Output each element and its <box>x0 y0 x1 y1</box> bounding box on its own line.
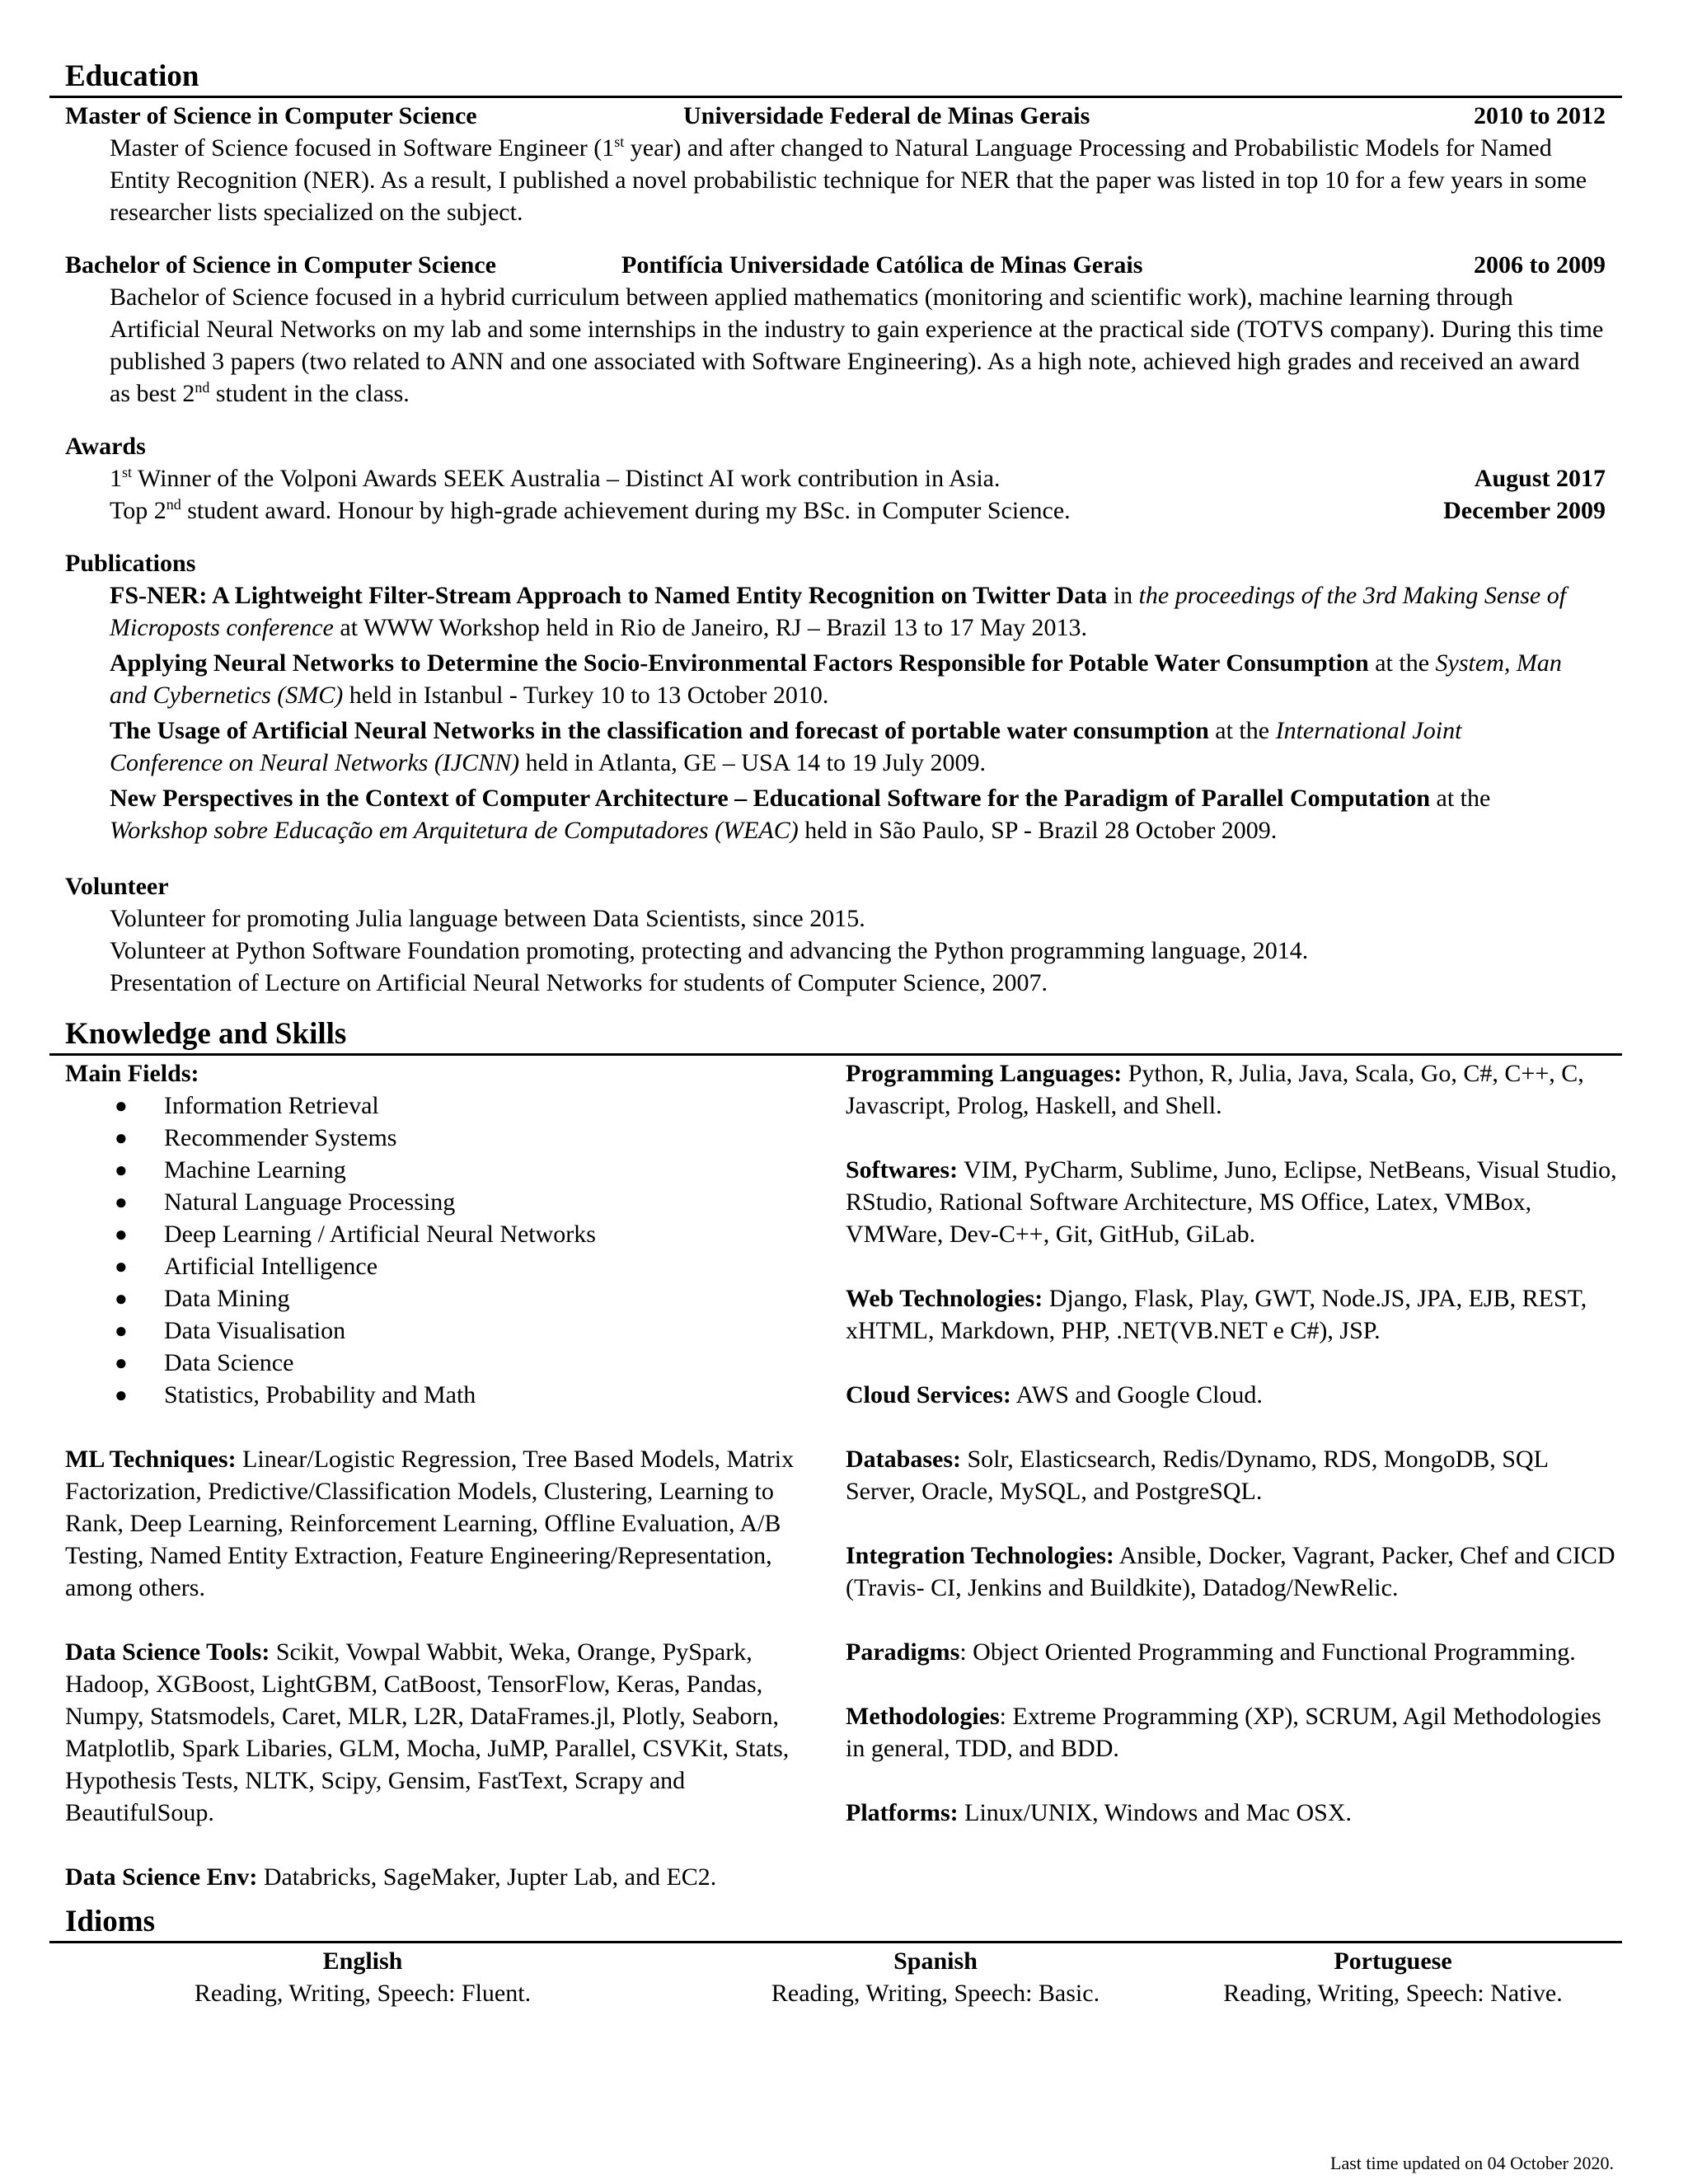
bullet-icon: ● <box>115 1351 128 1375</box>
bullet-icon: ● <box>115 1190 128 1214</box>
volunteer-heading: Volunteer <box>65 873 169 900</box>
skills-columns <box>49 1057 1622 1893</box>
award-date: August 2017 <box>1474 465 1606 492</box>
list-item: ● Information Retrieval <box>65 1090 836 1122</box>
list-item: ● Deep Learning / Artificial Neural Networks <box>65 1218 836 1250</box>
volunteer-item: Volunteer for promoting Julia language between Data Scientists, since 2015. <box>110 905 865 932</box>
bullet-icon: ● <box>115 1254 128 1278</box>
education-description: Bachelor of Science focused in a hybrid curriculum between applied mathematics (monitoring and scientific work), machine learning through Artificial Neural Networks on my lab and some internships in the industry to gain experience at the practical side (TOTVS company). During this time published 3 papers (two related to ANN and one associated with Software Engineering). As a high note, achieved high grades and received an award as best 2nd student in the class. <box>110 284 1604 407</box>
volunteer-list <box>49 902 1622 999</box>
idiom-language: Portuguese <box>1334 1947 1452 1975</box>
idioms-heading: Idioms <box>65 1905 155 1938</box>
resume-page <box>49 58 1622 2009</box>
awards-heading: Awards <box>65 433 146 460</box>
awards-list <box>49 462 1622 527</box>
idioms-row <box>49 1945 1622 2009</box>
award-item: Top 2nd student award. Honour by high-grade achievement during my BSc. in Computer Science. December 2009 <box>110 494 1606 527</box>
skill-paragraph: Web Technologies: Django, Flask, Play, GWT, Node.JS, JPA, EJB, REST, xHTML, Markdown, PHP, .NET(VB.NET e C#), JSP. <box>846 1285 1587 1344</box>
bullet-icon: ● <box>115 1222 128 1246</box>
idiom-level: Reading, Writing, Speech: Basic. <box>771 1980 1100 2007</box>
skill-paragraph: Platforms: Linux/UNIX, Windows and Mac OSX. <box>846 1799 1352 1826</box>
main-fields-label: Main Fields: <box>65 1060 199 1087</box>
skill-paragraph: Integration Technologies: Ansible, Docker, Vagrant, Packer, Chef and CICD (Travis- CI, Jenkins and Buildkite), Datadog/NewRelic. <box>846 1542 1615 1601</box>
education-entry-header <box>49 249 1622 281</box>
education-description: Master of Science focused in Software Engineer (1st year) and after changed to Natural Language Processing and Probabilistic Models for Named Entity Recognition (NER). As a result, I published a novel probabilistic technique for NER that the paper was listed in top 10 for a few years in some researcher lists specialized on the subject. <box>110 134 1587 226</box>
idiom-item <box>676 1945 1195 2009</box>
list-item: ● Machine Learning <box>65 1154 836 1186</box>
school-name: Pontifícia Universidade Católica de Minas Gerais <box>621 251 1143 279</box>
idiom-level: Reading, Writing, Speech: Fluent. <box>194 1980 532 2007</box>
list-item: ● Statistics, Probability and Math <box>65 1379 836 1411</box>
skill-paragraph: Databases: Solr, Elasticsearch, Redis/Dynamo, RDS, MongoDB, SQL Server, Oracle, MySQL, and PostgreSQL. <box>846 1446 1548 1505</box>
list-item: ● Recommender Systems <box>65 1122 836 1154</box>
skill-paragraph: Methodologies: Extreme Programming (XP), SCRUM, Agil Methodologies in general, TDD, and BDD. <box>846 1703 1601 1762</box>
bullet-icon: ● <box>115 1158 128 1182</box>
list-item: ● Data Visualisation <box>65 1315 836 1347</box>
list-item: ● Data Mining <box>65 1282 836 1315</box>
idiom-item <box>49 1945 676 2009</box>
bullet-icon: ● <box>115 1319 128 1343</box>
publications-heading: Publications <box>65 550 196 577</box>
list-item: ● Data Science <box>65 1347 836 1379</box>
education-entry-header <box>49 100 1622 132</box>
skill-paragraph: Paradigms: Object Oriented Programming and Functional Programming. <box>846 1638 1576 1666</box>
idiom-language: Spanish <box>893 1947 978 1975</box>
bullet-icon: ● <box>115 1126 128 1150</box>
publication-item: FS-NER: A Lightweight Filter-Stream Approach to Named Entity Recognition on Twitter Data in the proceedings of the 3rd Making Sense of Microposts conference at WWW Workshop held in Rio de Janeiro, RJ – Brazil 13 to 17 May 2013. <box>110 582 1567 641</box>
bullet-icon: ● <box>115 1286 128 1310</box>
bullet-icon: ● <box>115 1383 128 1407</box>
list-item: ● Natural Language Processing <box>65 1186 836 1218</box>
skill-paragraph: Data Science Env: Databricks, SageMaker, Jupter Lab, and EC2. <box>65 1863 717 1891</box>
list-item: ● Artificial Intelligence <box>65 1250 836 1282</box>
volunteer-item: Presentation of Lecture on Artificial Neural Networks for students of Computer Science, 2007. <box>110 969 1048 996</box>
education-entry-msc <box>49 100 1622 228</box>
skills-heading: Knowledge and Skills <box>65 1017 347 1051</box>
skill-paragraph: Programming Languages: Python, R, Julia, Java, Scala, Go, C#, C++, C, Javascript, Prolog, Haskell, and Shell. <box>846 1060 1584 1119</box>
education-heading: Education <box>65 59 199 93</box>
skills-right-column <box>836 1057 1620 1893</box>
publication-item: Applying Neural Networks to Determine the Socio-Environmental Factors Responsible for Potable Water Consumption at the System, Man and Cybernetics (SMC) held in Istanbul - Turkey 10 to 13 October 2010. <box>110 649 1562 709</box>
publication-item: The Usage of Artificial Neural Networks in the classification and forecast of portable water consumption at the International Joint Conference on Neural Networks (IJCNN) held in Atlanta, GE – USA 14 to 19 July 2009. <box>110 717 1462 776</box>
education-dates: 2006 to 2009 <box>1474 251 1606 279</box>
award-item: 1st Winner of the Volponi Awards SEEK Australia – Distinct AI work contribution in Asia. August 2017 <box>110 462 1606 494</box>
award-date: December 2009 <box>1443 497 1606 524</box>
idiom-level: Reading, Writing, Speech: Native. <box>1223 1980 1563 2007</box>
idiom-item <box>1195 1945 1591 2009</box>
bullet-icon: ● <box>115 1094 128 1118</box>
education-entry-bsc <box>49 249 1622 410</box>
skill-paragraph: Softwares: VIM, PyCharm, Sublime, Juno, Eclipse, NetBeans, Visual Studio, RStudio, Rational Software Architecture, MS Office, Latex, VMBox, VMWare, Dev-C++, Git, GitHub, GiLab. <box>846 1156 1617 1248</box>
school-name: Universidade Federal de Minas Gerais <box>683 102 1090 129</box>
publication-item: New Perspectives in the Context of Computer Architecture – Educational Software for the Paradigm of Parallel Computation at the Workshop sobre Educação em Arquitetura de Computadores (WEAC) held in São Paulo, SP - Brazil 28 October 2009. <box>110 785 1491 844</box>
skill-paragraph: ML Techniques: Linear/Logistic Regression, Tree Based Models, Matrix Factorization, Predictive/Classification Models, Clustering, Learning to Rank, Deep Learning, Reinforcement Learning, Offline Evaluation, A/B Testing, Named Entity Extraction, Feature Engineering/Representation, among others. <box>65 1446 795 1601</box>
skill-paragraph: Data Science Tools: Scikit, Vowpal Wabbit, Weka, Orange, PySpark, Hadoop, XGBoost, LightGBM, CatBoost, TensorFlow, Keras, Pandas, Numpy, Statsmodels, Caret, MLR, L2R, DataFrames.jl, Plotly, Seaborn, Matplotlib, Spark Libaries, GLM, Mocha, JuMP, Parallel, CSVKit, Stats, Hypothesis Tests, NLTK, Scipy, Gensim, FastText, Scrapy and BeautifulSoup. <box>65 1638 790 1826</box>
skills-left-column <box>65 1057 836 1893</box>
volunteer-item: Volunteer at Python Software Foundation promoting, protecting and advancing the Python programming language, 2014. <box>110 937 1309 964</box>
degree-name: Master of Science in Computer Science <box>65 102 477 129</box>
idiom-language: English <box>322 1947 403 1975</box>
skill-paragraph: Cloud Services: AWS and Google Cloud. <box>846 1381 1263 1408</box>
education-dates: 2010 to 2012 <box>1474 102 1606 129</box>
main-fields-list <box>65 1090 836 1411</box>
degree-name: Bachelor of Science in Computer Science <box>65 251 496 279</box>
section-rule <box>49 96 1622 98</box>
section-rule <box>49 1941 1622 1943</box>
section-rule <box>49 1053 1622 1056</box>
last-updated-note: Last time updated on 04 October 2020. <box>1330 2153 1614 2173</box>
